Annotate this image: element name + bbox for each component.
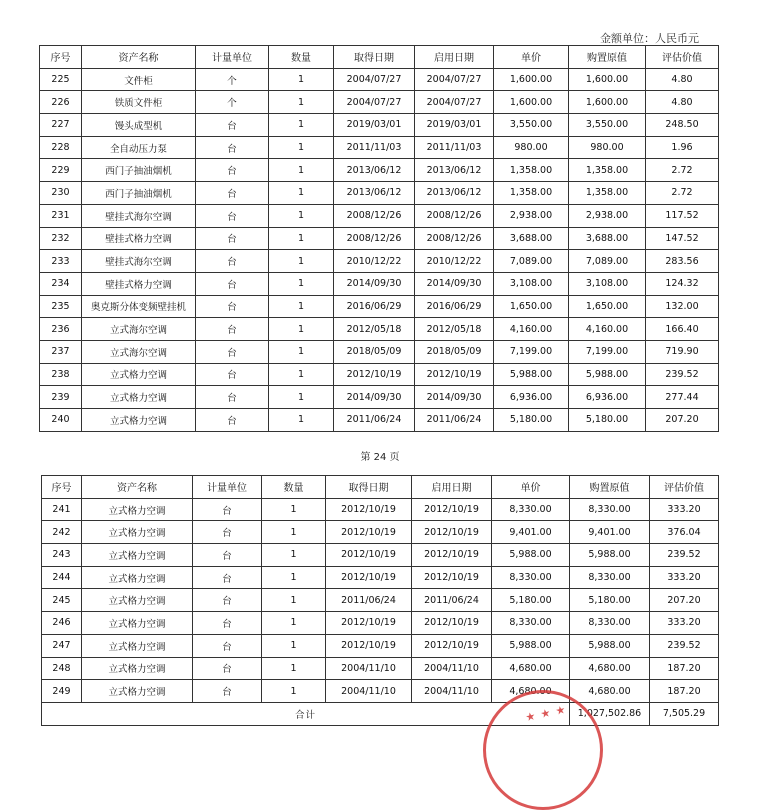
cell-acquired-date: 2013/06/12 [334, 159, 415, 182]
cell-appraised-value: 117.52 [646, 204, 719, 227]
table-row [40, 227, 719, 250]
cell-unit-price: 3,550.00 [494, 114, 569, 137]
cell-start-date: 2004/11/10 [412, 680, 492, 703]
cell-asset-name: 立式海尔空调 [82, 340, 196, 363]
asset-table-bottom [41, 475, 719, 726]
cell-acquired-date: 2004/11/10 [326, 680, 412, 703]
cell-asset-name: 立式格力空调 [82, 363, 196, 386]
cell-quantity: 1 [269, 114, 334, 137]
cell-start-date: 2014/09/30 [415, 272, 494, 295]
cell-original-value: 8,330.00 [570, 612, 650, 635]
cell-unit: 台 [193, 680, 262, 703]
cell-asset-name: 立式格力空调 [82, 680, 193, 703]
cell-appraised-value: 283.56 [646, 250, 719, 273]
cell-quantity: 1 [269, 182, 334, 205]
cell-unit: 台 [196, 204, 269, 227]
total-original-value: 1,027,502.86 [570, 702, 650, 725]
cell-appraised-value: 187.20 [650, 680, 719, 703]
col-header-acquired-date: 取得日期 [334, 46, 415, 69]
page-number: 第 24 页 [360, 452, 400, 463]
cell-appraised-value: 719.90 [646, 340, 719, 363]
cell-quantity: 1 [269, 136, 334, 159]
cell-start-date: 2018/05/09 [415, 340, 494, 363]
cell-quantity: 1 [262, 657, 326, 680]
cell-original-value: 7,089.00 [569, 250, 646, 273]
cell-quantity: 1 [269, 250, 334, 273]
table-row [40, 182, 719, 205]
table-row [42, 521, 719, 544]
cell-quantity: 1 [262, 544, 326, 567]
col-header-unit: 计量单位 [193, 476, 262, 499]
cell-appraised-value: 187.20 [650, 657, 719, 680]
cell-unit-price: 5,180.00 [492, 589, 570, 612]
cell-appraised-value: 166.40 [646, 318, 719, 341]
table-row [42, 612, 719, 635]
cell-index: 228 [40, 136, 82, 159]
total-label: 合计 [42, 702, 570, 725]
cell-acquired-date: 2012/10/19 [326, 498, 412, 521]
cell-start-date: 2012/10/19 [412, 498, 492, 521]
cell-unit: 台 [196, 159, 269, 182]
col-header-quantity: 数量 [269, 46, 334, 69]
cell-unit-price: 5,988.00 [492, 544, 570, 567]
cell-original-value: 7,199.00 [569, 340, 646, 363]
cell-unit: 台 [196, 182, 269, 205]
col-header-original-value: 购置原值 [569, 46, 646, 69]
cell-asset-name: 立式格力空调 [82, 657, 193, 680]
cell-appraised-value: 2.72 [646, 159, 719, 182]
cell-unit: 台 [196, 250, 269, 273]
cell-appraised-value: 207.20 [650, 589, 719, 612]
cell-quantity: 1 [262, 634, 326, 657]
table-row [42, 680, 719, 703]
col-header-appraised-value: 评估价值 [646, 46, 719, 69]
cell-asset-name: 立式格力空调 [82, 566, 193, 589]
cell-unit: 台 [196, 295, 269, 318]
cell-start-date: 2013/06/12 [415, 159, 494, 182]
cell-unit-price: 7,199.00 [494, 340, 569, 363]
col-header-start-date: 启用日期 [412, 476, 492, 499]
cell-asset-name: 铁质文件柜 [82, 91, 196, 114]
cell-appraised-value: 4.80 [646, 68, 719, 91]
cell-asset-name: 立式格力空调 [82, 589, 193, 612]
col-header-index: 序号 [42, 476, 82, 499]
cell-original-value: 5,988.00 [570, 634, 650, 657]
table-row [40, 295, 719, 318]
cell-acquired-date: 2012/10/19 [326, 612, 412, 635]
cell-unit-price: 1,650.00 [494, 295, 569, 318]
cell-start-date: 2012/10/19 [412, 521, 492, 544]
cell-index: 249 [42, 680, 82, 703]
cell-index: 235 [40, 295, 82, 318]
cell-acquired-date: 2012/10/19 [326, 544, 412, 567]
cell-index: 247 [42, 634, 82, 657]
cell-acquired-date: 2013/06/12 [334, 182, 415, 205]
cell-start-date: 2012/10/19 [415, 363, 494, 386]
cell-original-value: 5,988.00 [570, 544, 650, 567]
cell-appraised-value: 239.52 [646, 363, 719, 386]
cell-appraised-value: 333.20 [650, 566, 719, 589]
cell-index: 231 [40, 204, 82, 227]
table-row [42, 544, 719, 567]
cell-index: 242 [42, 521, 82, 544]
cell-quantity: 1 [262, 680, 326, 703]
cell-index: 248 [42, 657, 82, 680]
asset-table-top [39, 45, 719, 432]
seal-lettering: ★ ★ ★ [524, 702, 568, 725]
cell-index: 233 [40, 250, 82, 273]
cell-index: 239 [40, 386, 82, 409]
cell-acquired-date: 2019/03/01 [334, 114, 415, 137]
table-row [42, 498, 719, 521]
col-header-unit-price: 单价 [492, 476, 570, 499]
cell-asset-name: 奥克斯分体变频壁挂机 [82, 295, 196, 318]
cell-original-value: 3,108.00 [569, 272, 646, 295]
cell-original-value: 1,358.00 [569, 182, 646, 205]
cell-quantity: 1 [269, 159, 334, 182]
cell-asset-name: 壁挂式格力空调 [82, 227, 196, 250]
cell-unit: 台 [196, 114, 269, 137]
cell-start-date: 2014/09/30 [415, 386, 494, 409]
total-row [42, 702, 719, 725]
cell-unit: 台 [193, 612, 262, 635]
cell-quantity: 1 [262, 521, 326, 544]
cell-unit-price: 2,938.00 [494, 204, 569, 227]
cell-appraised-value: 333.20 [650, 498, 719, 521]
cell-acquired-date: 2011/06/24 [334, 409, 415, 432]
cell-quantity: 1 [269, 91, 334, 114]
cell-unit: 台 [193, 498, 262, 521]
cell-acquired-date: 2011/11/03 [334, 136, 415, 159]
cell-asset-name: 壁挂式格力空调 [82, 272, 196, 295]
table-row [40, 363, 719, 386]
table-row [40, 386, 719, 409]
table-row [40, 136, 719, 159]
cell-index: 227 [40, 114, 82, 137]
cell-unit: 台 [193, 544, 262, 567]
cell-unit-price: 6,936.00 [494, 386, 569, 409]
cell-original-value: 5,180.00 [569, 409, 646, 432]
cell-start-date: 2008/12/26 [415, 227, 494, 250]
cell-appraised-value: 124.32 [646, 272, 719, 295]
cell-appraised-value: 132.00 [646, 295, 719, 318]
cell-unit: 台 [193, 521, 262, 544]
cell-index: 225 [40, 68, 82, 91]
cell-unit-price: 8,330.00 [492, 612, 570, 635]
cell-original-value: 8,330.00 [570, 498, 650, 521]
col-header-start-date: 启用日期 [415, 46, 494, 69]
cell-unit-price: 1,358.00 [494, 159, 569, 182]
cell-unit: 台 [193, 566, 262, 589]
table-row [40, 250, 719, 273]
cell-unit-price: 980.00 [494, 136, 569, 159]
cell-asset-name: 壁挂式海尔空调 [82, 204, 196, 227]
table-header-row [40, 46, 719, 69]
cell-index: 246 [42, 612, 82, 635]
cell-asset-name: 文件柜 [82, 68, 196, 91]
cell-start-date: 2004/07/27 [415, 91, 494, 114]
col-header-asset-name: 资产名称 [82, 46, 196, 69]
cell-asset-name: 立式格力空调 [82, 409, 196, 432]
cell-start-date: 2012/10/19 [412, 544, 492, 567]
cell-unit-price: 1,600.00 [494, 68, 569, 91]
cell-start-date: 2011/06/24 [412, 589, 492, 612]
cell-unit: 个 [196, 91, 269, 114]
cell-index: 230 [40, 182, 82, 205]
cell-original-value: 4,160.00 [569, 318, 646, 341]
table-row [40, 68, 719, 91]
cell-unit: 台 [193, 657, 262, 680]
table-row [42, 566, 719, 589]
cell-unit-price: 5,988.00 [494, 363, 569, 386]
cell-asset-name: 立式格力空调 [82, 521, 193, 544]
cell-unit-price: 1,600.00 [494, 91, 569, 114]
col-header-unit: 计量单位 [196, 46, 269, 69]
table-row [42, 589, 719, 612]
cell-unit: 台 [196, 363, 269, 386]
cell-appraised-value: 239.52 [650, 544, 719, 567]
cell-acquired-date: 2014/09/30 [334, 272, 415, 295]
cell-appraised-value: 147.52 [646, 227, 719, 250]
table-row [40, 204, 719, 227]
cell-appraised-value: 207.20 [646, 409, 719, 432]
cell-quantity: 1 [269, 204, 334, 227]
table-row [40, 272, 719, 295]
cell-original-value: 9,401.00 [570, 521, 650, 544]
cell-index: 237 [40, 340, 82, 363]
unit-note: 金额单位：人民币元 [600, 32, 699, 44]
cell-original-value: 1,358.00 [569, 159, 646, 182]
cell-quantity: 1 [262, 589, 326, 612]
cell-original-value: 4,680.00 [570, 680, 650, 703]
cell-quantity: 1 [269, 68, 334, 91]
cell-appraised-value: 248.50 [646, 114, 719, 137]
cell-quantity: 1 [269, 295, 334, 318]
cell-acquired-date: 2012/10/19 [334, 363, 415, 386]
cell-appraised-value: 277.44 [646, 386, 719, 409]
cell-acquired-date: 2010/12/22 [334, 250, 415, 273]
cell-appraised-value: 4.80 [646, 91, 719, 114]
cell-asset-name: 西门子抽油烟机 [82, 159, 196, 182]
cell-original-value: 8,330.00 [570, 566, 650, 589]
table-row [42, 634, 719, 657]
table-row [40, 114, 719, 137]
cell-asset-name: 西门子抽油烟机 [82, 182, 196, 205]
cell-start-date: 2011/11/03 [415, 136, 494, 159]
cell-asset-name: 立式海尔空调 [82, 318, 196, 341]
cell-original-value: 2,938.00 [569, 204, 646, 227]
cell-original-value: 980.00 [569, 136, 646, 159]
col-header-quantity: 数量 [262, 476, 326, 499]
col-header-unit-price: 单价 [494, 46, 569, 69]
cell-quantity: 1 [269, 340, 334, 363]
cell-start-date: 2019/03/01 [415, 114, 494, 137]
cell-unit: 台 [196, 386, 269, 409]
cell-appraised-value: 1.96 [646, 136, 719, 159]
cell-appraised-value: 2.72 [646, 182, 719, 205]
cell-acquired-date: 2016/06/29 [334, 295, 415, 318]
cell-acquired-date: 2012/10/19 [326, 566, 412, 589]
cell-quantity: 1 [269, 227, 334, 250]
cell-original-value: 1,600.00 [569, 91, 646, 114]
cell-index: 245 [42, 589, 82, 612]
cell-acquired-date: 2004/11/10 [326, 657, 412, 680]
cell-acquired-date: 2008/12/26 [334, 227, 415, 250]
cell-asset-name: 立式格力空调 [82, 498, 193, 521]
cell-unit-price: 3,108.00 [494, 272, 569, 295]
cell-unit-price: 1,358.00 [494, 182, 569, 205]
cell-start-date: 2008/12/26 [415, 204, 494, 227]
cell-quantity: 1 [262, 566, 326, 589]
cell-start-date: 2011/06/24 [415, 409, 494, 432]
cell-quantity: 1 [269, 272, 334, 295]
cell-unit: 台 [196, 136, 269, 159]
cell-asset-name: 馒头成型机 [82, 114, 196, 137]
cell-quantity: 1 [269, 386, 334, 409]
cell-quantity: 1 [269, 363, 334, 386]
cell-acquired-date: 2004/07/27 [334, 91, 415, 114]
cell-acquired-date: 2008/12/26 [334, 204, 415, 227]
cell-quantity: 1 [262, 498, 326, 521]
cell-unit-price: 8,330.00 [492, 566, 570, 589]
cell-index: 232 [40, 227, 82, 250]
cell-quantity: 1 [269, 318, 334, 341]
cell-start-date: 2012/10/19 [412, 634, 492, 657]
cell-start-date: 2012/10/19 [412, 612, 492, 635]
cell-asset-name: 全自动压力泵 [82, 136, 196, 159]
cell-unit-price: 7,089.00 [494, 250, 569, 273]
cell-index: 238 [40, 363, 82, 386]
cell-index: 229 [40, 159, 82, 182]
cell-original-value: 1,650.00 [569, 295, 646, 318]
cell-start-date: 2004/11/10 [412, 657, 492, 680]
cell-index: 236 [40, 318, 82, 341]
cell-acquired-date: 2012/10/19 [326, 634, 412, 657]
cell-asset-name: 壁挂式海尔空调 [82, 250, 196, 273]
cell-acquired-date: 2004/07/27 [334, 68, 415, 91]
col-header-index: 序号 [40, 46, 82, 69]
cell-unit: 台 [196, 340, 269, 363]
cell-unit-price: 5,180.00 [494, 409, 569, 432]
cell-start-date: 2013/06/12 [415, 182, 494, 205]
table-row [40, 159, 719, 182]
cell-unit-price: 8,330.00 [492, 498, 570, 521]
cell-unit-price: 4,680.00 [492, 680, 570, 703]
cell-unit: 台 [196, 227, 269, 250]
cell-quantity: 1 [269, 409, 334, 432]
cell-unit-price: 3,688.00 [494, 227, 569, 250]
cell-unit: 台 [193, 634, 262, 657]
cell-start-date: 2012/05/18 [415, 318, 494, 341]
cell-original-value: 4,680.00 [570, 657, 650, 680]
table-row [40, 409, 719, 432]
cell-acquired-date: 2018/05/09 [334, 340, 415, 363]
cell-asset-name: 立式格力空调 [82, 544, 193, 567]
cell-index: 241 [42, 498, 82, 521]
cell-index: 234 [40, 272, 82, 295]
col-header-original-value: 购置原值 [570, 476, 650, 499]
cell-acquired-date: 2014/09/30 [334, 386, 415, 409]
cell-index: 243 [42, 544, 82, 567]
table-row [40, 91, 719, 114]
cell-acquired-date: 2012/05/18 [334, 318, 415, 341]
cell-unit: 个 [196, 68, 269, 91]
cell-original-value: 5,988.00 [569, 363, 646, 386]
cell-start-date: 2010/12/22 [415, 250, 494, 273]
cell-unit-price: 5,988.00 [492, 634, 570, 657]
cell-index: 244 [42, 566, 82, 589]
col-header-acquired-date: 取得日期 [326, 476, 412, 499]
cell-acquired-date: 2012/10/19 [326, 521, 412, 544]
col-header-appraised-value: 评估价值 [650, 476, 719, 499]
cell-original-value: 5,180.00 [570, 589, 650, 612]
cell-original-value: 6,936.00 [569, 386, 646, 409]
cell-unit-price: 4,680.00 [492, 657, 570, 680]
cell-start-date: 2004/07/27 [415, 68, 494, 91]
total-appraised-value: 7,505.29 [650, 702, 719, 725]
cell-unit: 台 [196, 409, 269, 432]
col-header-asset-name: 资产名称 [82, 476, 193, 499]
cell-quantity: 1 [262, 612, 326, 635]
cell-index: 226 [40, 91, 82, 114]
cell-asset-name: 立式格力空调 [82, 634, 193, 657]
table-row [42, 657, 719, 680]
cell-appraised-value: 239.52 [650, 634, 719, 657]
cell-asset-name: 立式格力空调 [82, 612, 193, 635]
cell-unit: 台 [193, 589, 262, 612]
cell-index: 240 [40, 409, 82, 432]
table-header-row [42, 476, 719, 499]
cell-original-value: 3,550.00 [569, 114, 646, 137]
cell-start-date: 2012/10/19 [412, 566, 492, 589]
cell-start-date: 2016/06/29 [415, 295, 494, 318]
cell-appraised-value: 333.20 [650, 612, 719, 635]
cell-original-value: 3,688.00 [569, 227, 646, 250]
cell-unit: 台 [196, 272, 269, 295]
cell-appraised-value: 376.04 [650, 521, 719, 544]
cell-acquired-date: 2011/06/24 [326, 589, 412, 612]
cell-unit-price: 9,401.00 [492, 521, 570, 544]
cell-asset-name: 立式格力空调 [82, 386, 196, 409]
cell-unit-price: 4,160.00 [494, 318, 569, 341]
cell-unit: 台 [196, 318, 269, 341]
table-row [40, 340, 719, 363]
cell-original-value: 1,600.00 [569, 68, 646, 91]
table-row [40, 318, 719, 341]
